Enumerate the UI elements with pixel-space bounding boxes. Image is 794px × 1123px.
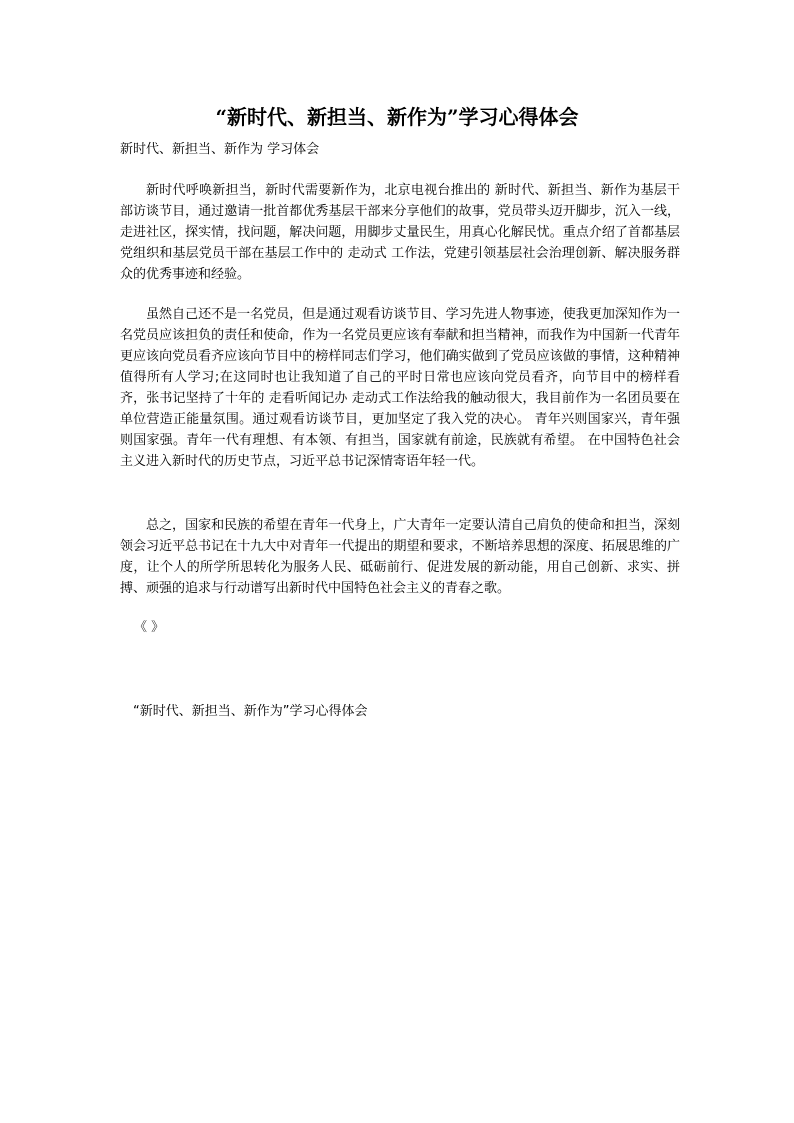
- body-paragraph-3: 总之，国家和民族的希望在青年一代身上，广大青年一定要认清自己肩负的使命和担当，深刻领会习近平总书记在十九大中对青年一代提出的期望和要求，不断培养思想的深度、拓展思维的广度，让个人的所学所思转化为服务人民、砥砺前行、促进发展的新动能，用自己创新、求实、拼搏、顽强的追求与行动谱写出新时代中国特色社会主义的青春之歌。: [120, 518, 680, 596]
- page-nav-arrows[interactable]: 《 》: [134, 620, 165, 635]
- document-title: “新时代、新担当、新作为”学习心得体会: [215, 105, 579, 129]
- footer-title: “新时代、新担当、新作为”学习心得体会: [133, 704, 368, 719]
- body-paragraph-2: 虽然自己还不是一名党员，但是通过观看访谈节目、学习先进人物事迹，使我更加深知作为一名党员应该担负的责任和使命，作为一名党员更应该有奉献和担当精神，而我作为中国新一代青年更应该向党员看齐应该向节目中的榜样同志们学习，他们确实做到了党员应该做的事情，这种精神值得所有人学习;在这同时也让我知道了自己的平时日常也应该向党员看齐，向节目中的榜样看齐，张书记坚持了十年的 走看听闻记办 走动式工作法给我的触动很大，我目前作为一名团员要在单位营造正能量氛围。通过观看访谈节目，更加坚定了我入党的决心。 青年兴则国家兴，青年强则国家强。青年一代有理想、有本领、有担当，国家就有前途，民族就有希望。 在中国特色社会主义进入新时代的历史节点，习近平总书记深情寄语年轻一代。: [120, 307, 680, 469]
- body-paragraph-1: 新时代呼唤新担当，新时代需要新作为，北京电视台推出的 新时代、新担当、新作为基层干部访谈节目，通过邀请一批首都优秀基层干部来分享他们的故事，党员带头迈开脚步，沉入一线，走进社区，探实情，找问题，解决问题，用脚步丈量民生，用真心化解民忧。重点介绍了首都基层党组织和基层党员干部在基层工作中的 走动式 工作法，党建引领基层社会治理创新、解决服务群众的优秀事迹和经验。: [120, 183, 680, 282]
- document-subtitle: 新时代、新担当、新作为 学习体会: [120, 142, 320, 157]
